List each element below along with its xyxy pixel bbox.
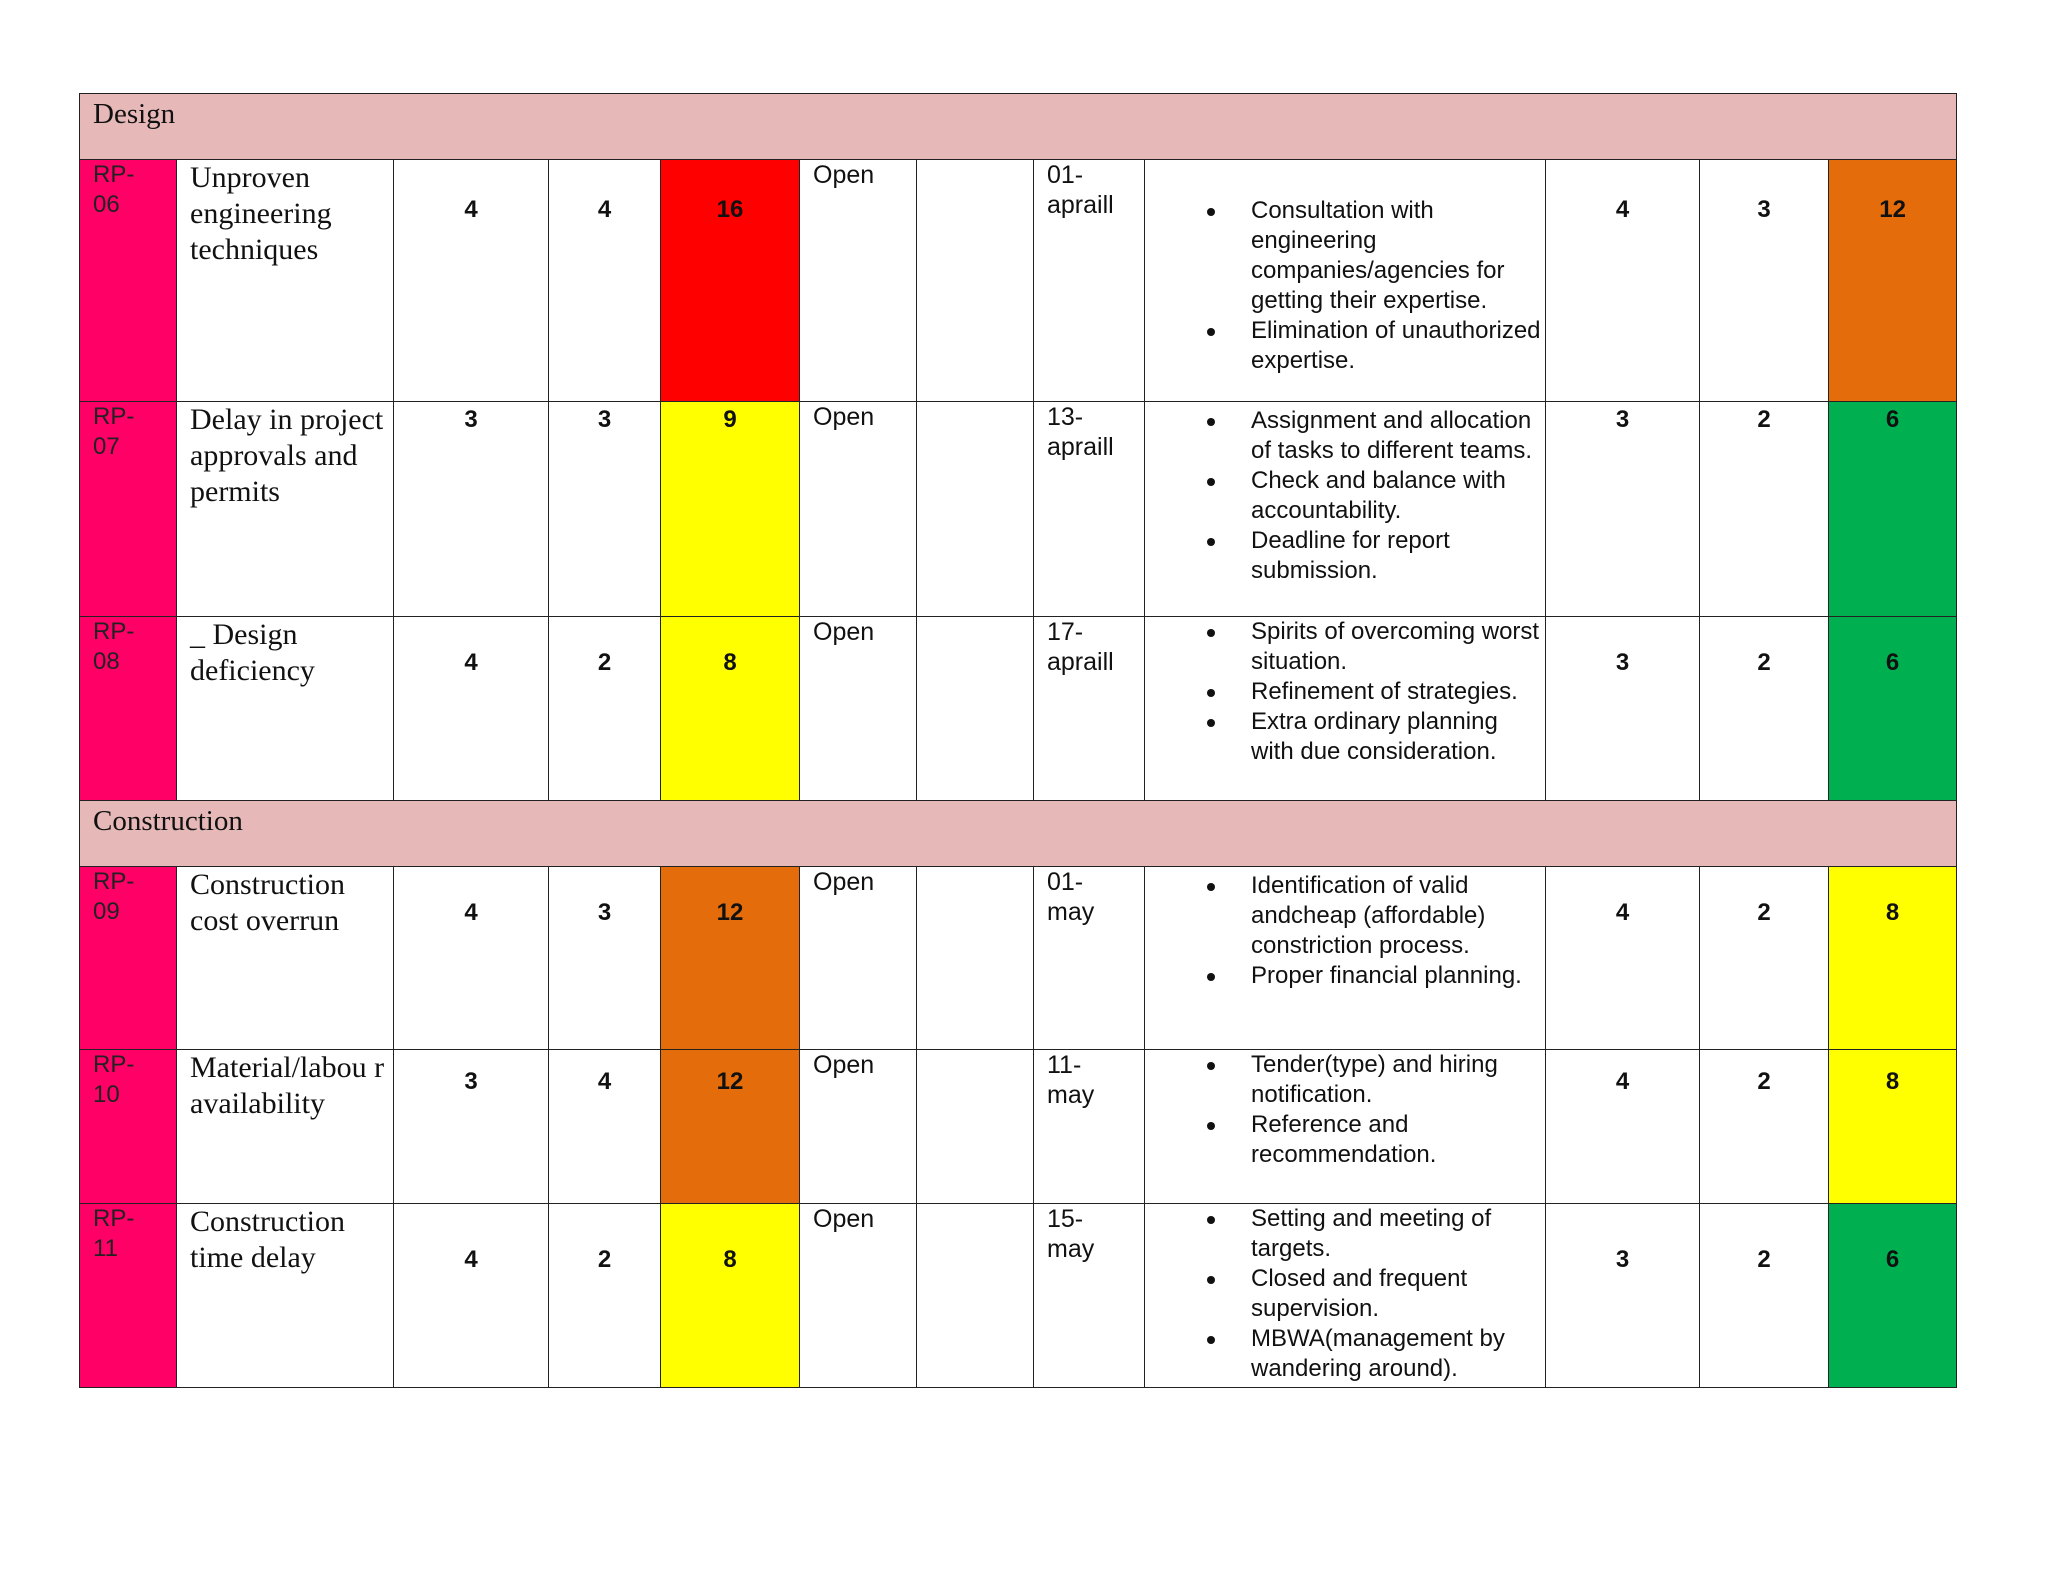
residual-likelihood: 4 <box>1546 160 1700 402</box>
mitigation-item: Consultation with engineering companies/agencies for getting their expertise. <box>1251 196 1545 316</box>
risk-score: 12 <box>661 867 800 1050</box>
blank-cell <box>917 1204 1034 1388</box>
risk-name: Construction time delay <box>177 1204 394 1388</box>
section-title: Construction <box>93 805 243 837</box>
risk-score: 8 <box>661 617 800 801</box>
residual-score: 6 <box>1829 1204 1957 1388</box>
blank-cell <box>917 402 1034 617</box>
residual-likelihood: 4 <box>1546 1050 1700 1204</box>
impact: 4 <box>549 160 661 402</box>
risk-score: 9 <box>661 402 800 617</box>
risk-score: 12 <box>661 1050 800 1204</box>
mitigation-item: Proper financial planning. <box>1251 961 1545 991</box>
impact: 3 <box>549 867 661 1050</box>
status: Open <box>800 617 917 801</box>
mitigation-cell <box>1145 867 1546 1050</box>
mitigation-item: Spirits of overcoming worst situation. <box>1251 617 1545 677</box>
risk-name: Delay in project approvals and permits <box>177 402 394 617</box>
risk-id: RP- 10 <box>80 1050 177 1204</box>
residual-likelihood: 3 <box>1546 1204 1700 1388</box>
section-header-design <box>80 94 1957 160</box>
mitigation-cell <box>1145 1204 1546 1388</box>
mitigation-item: Setting and meeting of targets. <box>1251 1204 1545 1264</box>
table-row <box>80 1050 1957 1204</box>
mitigation-cell <box>1145 617 1546 801</box>
risk-name: Unproven engineering techniques <box>177 160 394 402</box>
risk-id: RP- 11 <box>80 1204 177 1388</box>
mitigation-item: Reference and recommendation. <box>1251 1110 1545 1170</box>
mitigation-item: Tender(type) and hiring notification. <box>1251 1050 1545 1110</box>
section-title: Design <box>93 98 176 130</box>
table-row <box>80 1204 1957 1388</box>
mitigation-cell <box>1145 402 1546 617</box>
likelihood: 4 <box>394 160 549 402</box>
impact: 2 <box>549 1204 661 1388</box>
mitigation-item: MBWA(management by wandering around). <box>1251 1324 1545 1384</box>
mitigation-cell <box>1145 1050 1546 1204</box>
likelihood: 4 <box>394 867 549 1050</box>
likelihood: 4 <box>394 1204 549 1388</box>
risk-register-table <box>79 93 1957 1388</box>
risk-score: 8 <box>661 1204 800 1388</box>
residual-score: 6 <box>1829 617 1957 801</box>
impact: 4 <box>549 1050 661 1204</box>
residual-impact: 2 <box>1700 1050 1829 1204</box>
risk-score: 16 <box>661 160 800 402</box>
date: 01- may <box>1034 867 1145 1050</box>
status: Open <box>800 867 917 1050</box>
mitigation-item: Deadline for report submission. <box>1251 526 1545 586</box>
table-row <box>80 402 1957 617</box>
risk-id: RP- 09 <box>80 867 177 1050</box>
residual-likelihood: 3 <box>1546 402 1700 617</box>
status: Open <box>800 402 917 617</box>
status: Open <box>800 160 917 402</box>
impact: 3 <box>549 402 661 617</box>
mitigation-item: Refinement of strategies. <box>1251 677 1545 707</box>
date: 11- may <box>1034 1050 1145 1204</box>
mitigation-item: Elimination of unauthorized expertise. <box>1251 316 1545 376</box>
risk-name: _ Design deficiency <box>177 617 394 801</box>
residual-likelihood: 4 <box>1546 867 1700 1050</box>
residual-likelihood: 3 <box>1546 617 1700 801</box>
residual-impact: 2 <box>1700 617 1829 801</box>
risk-name: Construction cost overrun <box>177 867 394 1050</box>
blank-cell <box>917 160 1034 402</box>
table-row <box>80 160 1957 402</box>
section-header-construction <box>80 801 1957 867</box>
residual-impact: 2 <box>1700 1204 1829 1388</box>
date: 17- apraill <box>1034 617 1145 801</box>
date: 13- apraill <box>1034 402 1145 617</box>
mitigation-item: Closed and frequent supervision. <box>1251 1264 1545 1324</box>
date: 15- may <box>1034 1204 1145 1388</box>
status: Open <box>800 1204 917 1388</box>
likelihood: 4 <box>394 617 549 801</box>
risk-id: RP- 06 <box>80 160 177 402</box>
residual-score: 12 <box>1829 160 1957 402</box>
residual-score: 6 <box>1829 402 1957 617</box>
blank-cell <box>917 867 1034 1050</box>
risk-id: RP- 08 <box>80 617 177 801</box>
mitigation-item: Identification of valid andcheap (affordable) constriction process. <box>1251 871 1545 961</box>
residual-score: 8 <box>1829 867 1957 1050</box>
risk-name: Material/labou r availability <box>177 1050 394 1204</box>
residual-impact: 3 <box>1700 160 1829 402</box>
likelihood: 3 <box>394 1050 549 1204</box>
date: 01- apraill <box>1034 160 1145 402</box>
likelihood: 3 <box>394 402 549 617</box>
mitigation-item: Check and balance with accountability. <box>1251 466 1545 526</box>
blank-cell <box>917 617 1034 801</box>
residual-impact: 2 <box>1700 402 1829 617</box>
risk-id: RP- 07 <box>80 402 177 617</box>
mitigation-item: Assignment and allocation of tasks to different teams. <box>1251 406 1545 466</box>
residual-impact: 2 <box>1700 867 1829 1050</box>
mitigation-item: Extra ordinary planning with due consideration. <box>1251 707 1545 767</box>
table-row <box>80 867 1957 1050</box>
table-row <box>80 617 1957 801</box>
residual-score: 8 <box>1829 1050 1957 1204</box>
status: Open <box>800 1050 917 1204</box>
mitigation-cell <box>1145 160 1546 402</box>
impact: 2 <box>549 617 661 801</box>
blank-cell <box>917 1050 1034 1204</box>
